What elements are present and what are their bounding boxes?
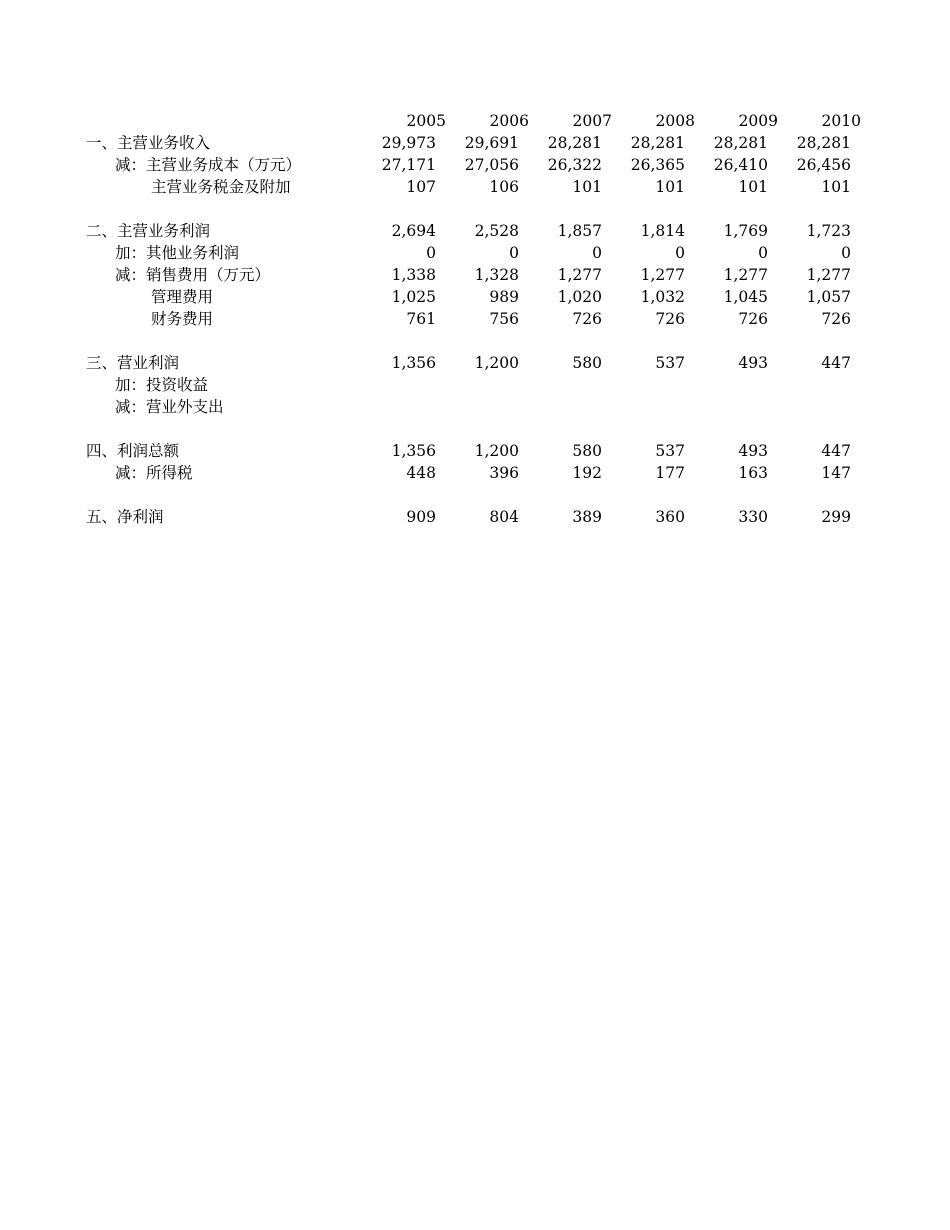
- value-cell: 909: [406, 508, 436, 526]
- value-cell: 1,723: [806, 222, 851, 240]
- year-header-row: [84, 110, 861, 132]
- value-cell: 1,338: [391, 266, 436, 284]
- value-cell: 26,322: [547, 156, 602, 174]
- value-cell: 28,281: [547, 134, 602, 152]
- value-cell: 447: [821, 442, 851, 460]
- table-row: [84, 308, 861, 330]
- value-cell: 1,277: [640, 266, 685, 284]
- value-cell: 360: [655, 508, 685, 526]
- table-row: [84, 506, 861, 528]
- value-cell: 2,694: [391, 222, 436, 240]
- value-cell: [363, 396, 446, 418]
- value-cell: 28,281: [713, 134, 768, 152]
- value-cell: 0: [675, 244, 685, 262]
- value-cell: 330: [738, 508, 768, 526]
- value-cell: 106: [489, 178, 519, 196]
- value-cell: [695, 396, 778, 418]
- value-cell: 27,171: [381, 156, 436, 174]
- value-cell: 299: [821, 508, 851, 526]
- row-label: 五、净利润: [86, 508, 164, 526]
- value-cell: [446, 396, 529, 418]
- row-label: 减：所得税: [115, 464, 193, 482]
- value-cell: [778, 396, 861, 418]
- row-label: 管理费用: [151, 288, 214, 306]
- row-label: 减：营业外支出: [115, 398, 224, 416]
- value-cell: 1,356: [391, 354, 436, 372]
- value-cell: 101: [738, 178, 768, 196]
- row-label: 一、主营业务收入: [86, 134, 211, 152]
- year-header-2009: 2009: [738, 112, 778, 130]
- value-cell: 101: [572, 178, 602, 196]
- row-label: 加：其他业务利润: [115, 244, 240, 262]
- value-cell: 1,814: [640, 222, 685, 240]
- value-cell: 26,410: [713, 156, 768, 174]
- value-cell: 493: [738, 354, 768, 372]
- value-cell: 989: [489, 288, 519, 306]
- table-row: [84, 286, 861, 308]
- value-cell: [778, 374, 861, 396]
- value-cell: 147: [821, 464, 851, 482]
- value-cell: 28,281: [630, 134, 685, 152]
- value-cell: [695, 374, 778, 396]
- table-row: [84, 462, 861, 484]
- value-cell: 1,857: [557, 222, 602, 240]
- value-cell: 726: [738, 310, 768, 328]
- table-row: [84, 440, 861, 462]
- value-cell: 26,456: [796, 156, 851, 174]
- blank-row: [84, 418, 861, 440]
- value-cell: 726: [655, 310, 685, 328]
- year-header-2005: 2005: [406, 112, 446, 130]
- income-statement-table: [84, 110, 861, 528]
- value-cell: 1,200: [474, 442, 519, 460]
- year-header-2010: 2010: [821, 112, 861, 130]
- table-row: [84, 154, 861, 176]
- value-cell: 101: [655, 178, 685, 196]
- value-cell: [529, 396, 612, 418]
- value-cell: 396: [489, 464, 519, 482]
- year-header-2006: 2006: [489, 112, 529, 130]
- value-cell: 0: [592, 244, 602, 262]
- value-cell: [612, 374, 695, 396]
- header-blank-cell: [84, 110, 363, 132]
- value-cell: 28,281: [796, 134, 851, 152]
- value-cell: 1,769: [723, 222, 768, 240]
- value-cell: [363, 374, 446, 396]
- value-cell: 0: [758, 244, 768, 262]
- value-cell: 580: [572, 442, 602, 460]
- value-cell: 1,025: [391, 288, 436, 306]
- row-label: 减：主营业务成本（万元）: [115, 156, 302, 174]
- value-cell: 1,328: [474, 266, 519, 284]
- row-label: 财务费用: [151, 310, 214, 328]
- row-label: 加：投资收益: [115, 376, 209, 394]
- table-row: [84, 220, 861, 242]
- value-cell: 447: [821, 354, 851, 372]
- value-cell: 1,020: [557, 288, 602, 306]
- value-cell: 192: [572, 464, 602, 482]
- table-row: [84, 396, 861, 418]
- value-cell: 0: [509, 244, 519, 262]
- value-cell: 493: [738, 442, 768, 460]
- value-cell: [612, 396, 695, 418]
- table-row: [84, 264, 861, 286]
- value-cell: 537: [655, 442, 685, 460]
- value-cell: 1,277: [723, 266, 768, 284]
- table-row: [84, 374, 861, 396]
- value-cell: 1,277: [557, 266, 602, 284]
- value-cell: 29,691: [464, 134, 519, 152]
- row-label: 三、营业利润: [86, 354, 180, 372]
- value-cell: [529, 374, 612, 396]
- value-cell: 804: [489, 508, 519, 526]
- value-cell: 761: [406, 310, 436, 328]
- year-header-2007: 2007: [572, 112, 612, 130]
- row-label: 二、主营业务利润: [86, 222, 211, 240]
- blank-row: [84, 198, 861, 220]
- blank-row: [84, 484, 861, 506]
- table-row: [84, 176, 861, 198]
- row-label: 主营业务税金及附加: [151, 178, 291, 196]
- value-cell: 448: [406, 464, 436, 482]
- value-cell: 726: [821, 310, 851, 328]
- year-header-2008: 2008: [655, 112, 695, 130]
- value-cell: 1,032: [640, 288, 685, 306]
- row-label: 减：销售费用（万元）: [115, 266, 271, 284]
- value-cell: 26,365: [630, 156, 685, 174]
- value-cell: 1,277: [806, 266, 851, 284]
- blank-row: [84, 330, 861, 352]
- value-cell: 177: [655, 464, 685, 482]
- table-row: [84, 242, 861, 264]
- value-cell: 537: [655, 354, 685, 372]
- value-cell: 580: [572, 354, 602, 372]
- row-label: 四、利润总额: [86, 442, 180, 460]
- table-row: [84, 132, 861, 154]
- value-cell: 756: [489, 310, 519, 328]
- value-cell: 0: [841, 244, 851, 262]
- value-cell: 2,528: [474, 222, 519, 240]
- value-cell: 27,056: [464, 156, 519, 174]
- value-cell: 29,973: [381, 134, 436, 152]
- value-cell: 107: [406, 178, 436, 196]
- value-cell: 101: [821, 178, 851, 196]
- value-cell: 0: [426, 244, 436, 262]
- value-cell: [446, 374, 529, 396]
- value-cell: 163: [738, 464, 768, 482]
- value-cell: 1,356: [391, 442, 436, 460]
- value-cell: 726: [572, 310, 602, 328]
- value-cell: 1,045: [723, 288, 768, 306]
- value-cell: 1,200: [474, 354, 519, 372]
- value-cell: 1,057: [806, 288, 851, 306]
- table-row: [84, 352, 861, 374]
- value-cell: 389: [572, 508, 602, 526]
